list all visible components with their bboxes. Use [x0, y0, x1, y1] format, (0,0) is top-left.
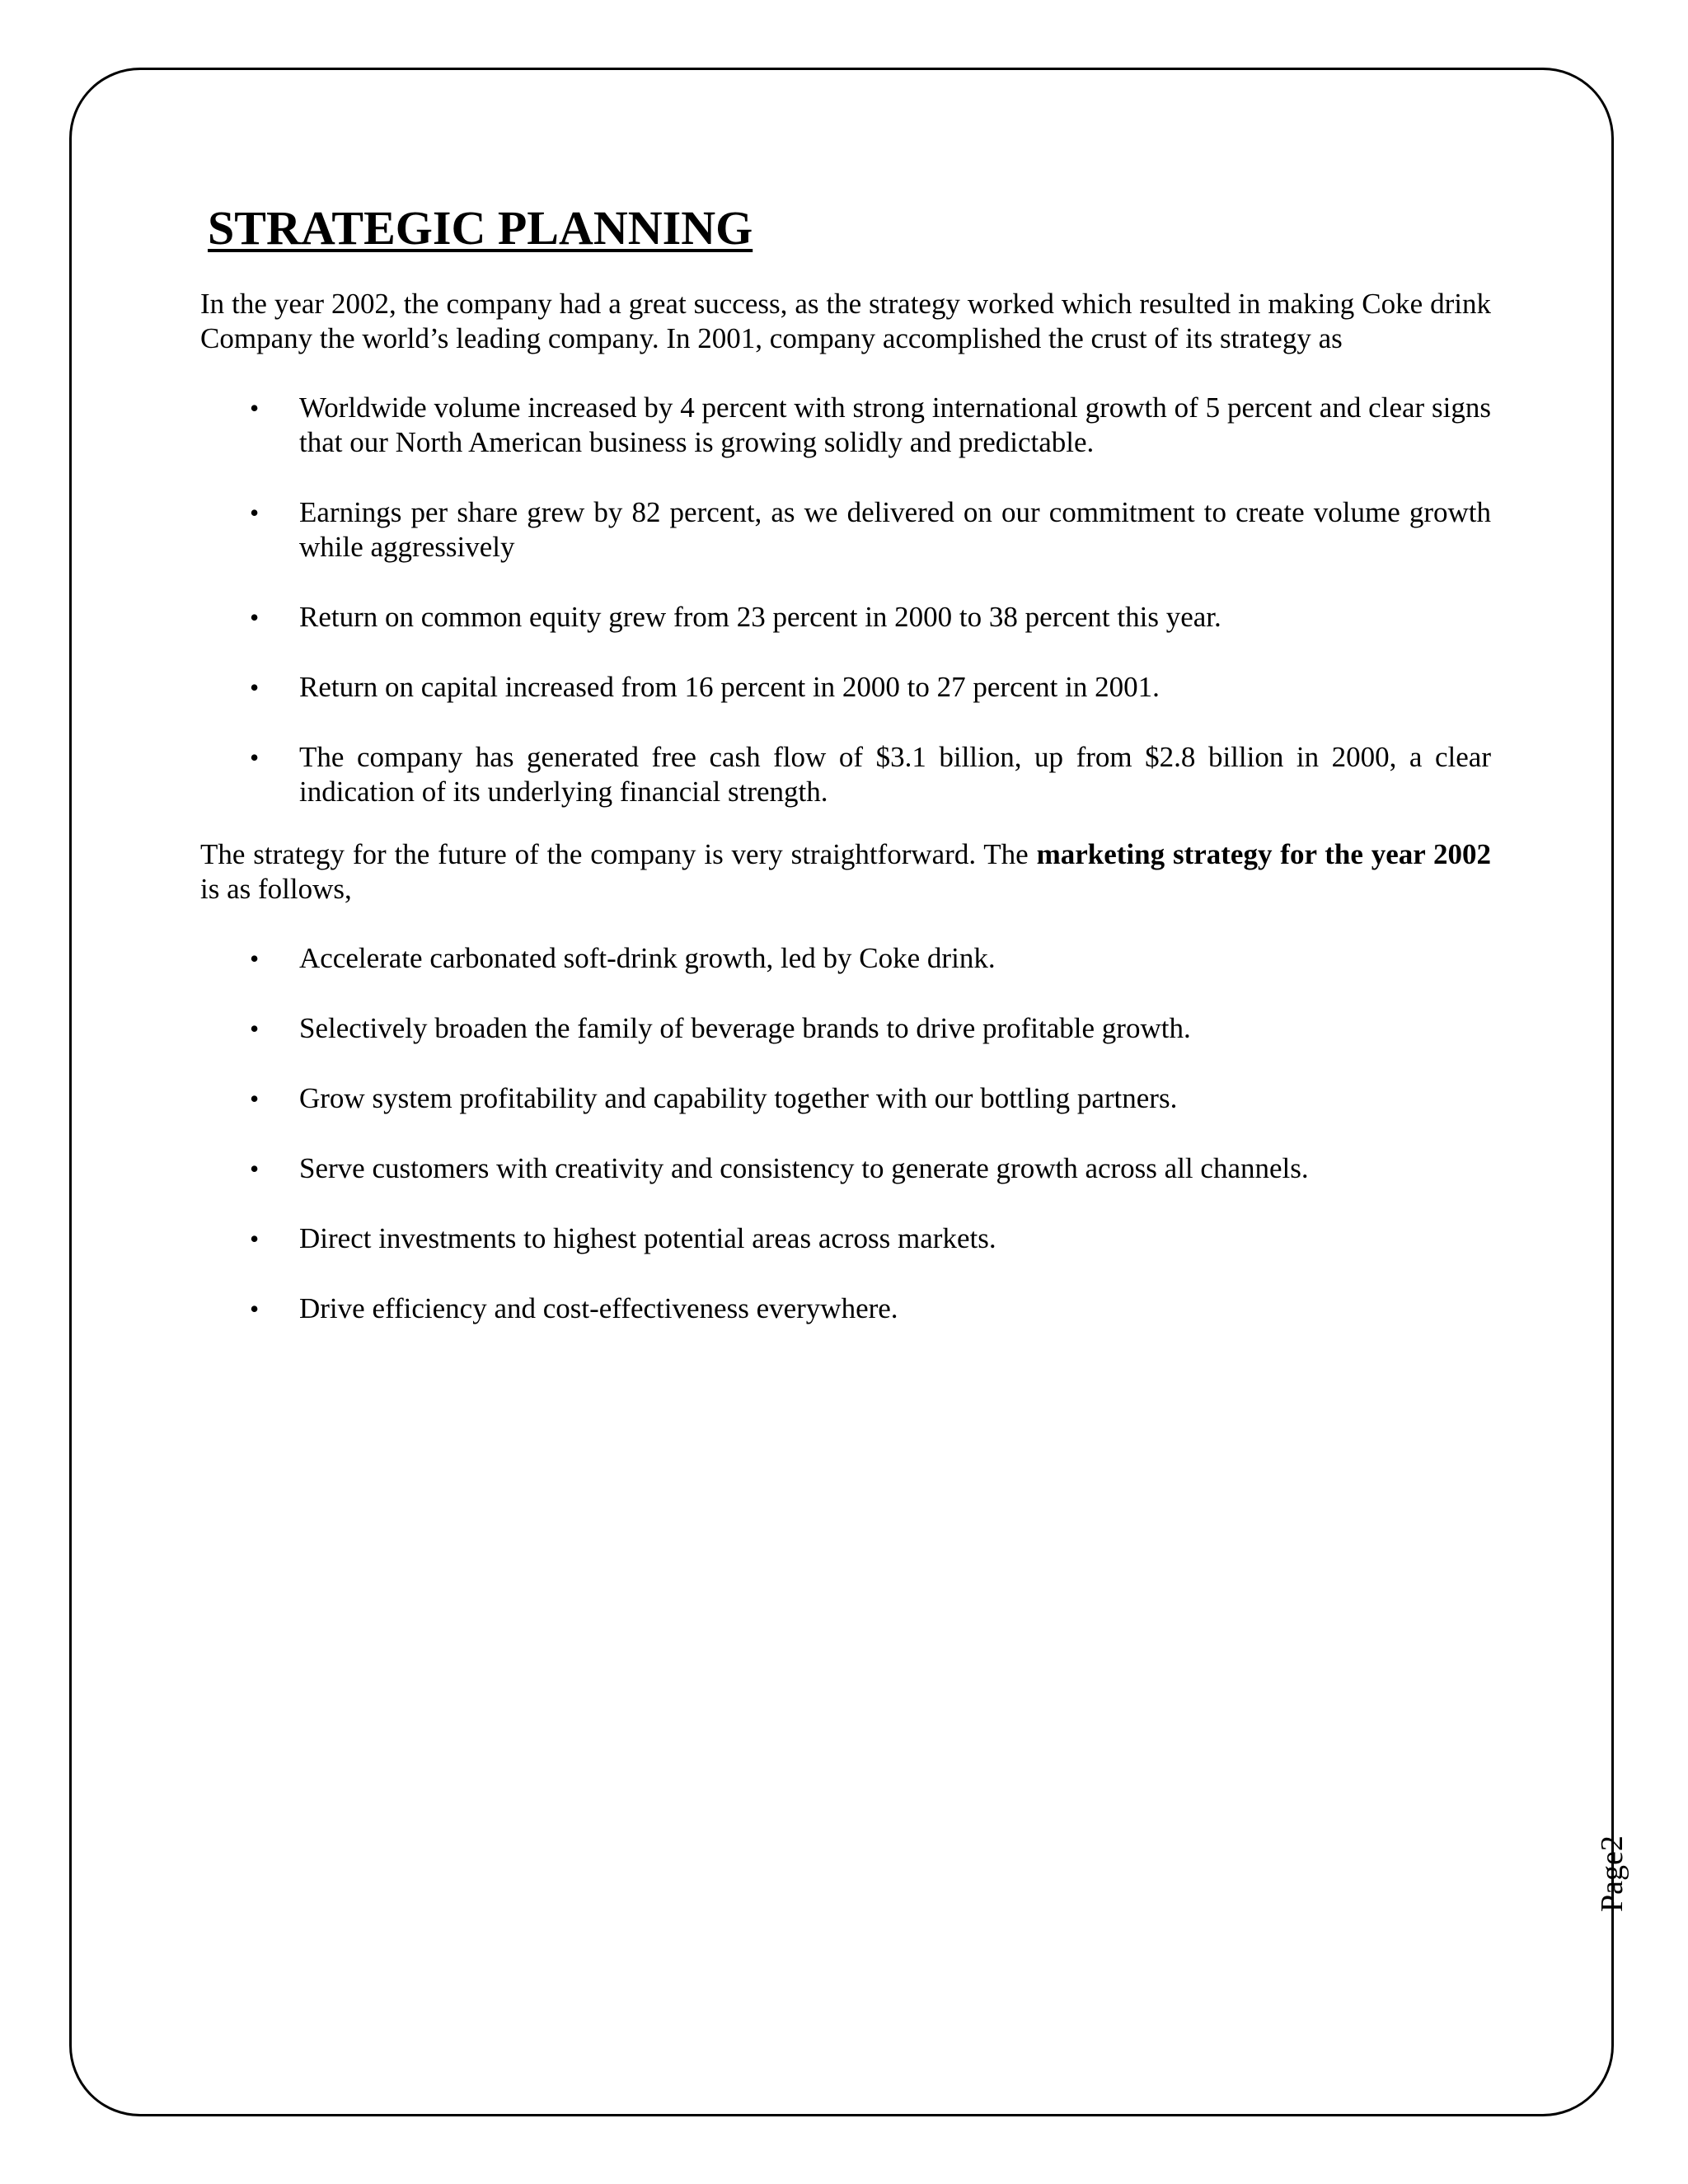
bullet-icon: •: [250, 498, 260, 527]
list-item: [200, 495, 1491, 565]
page-number: Page2: [1595, 1835, 1629, 1912]
bullet-icon: •: [250, 1294, 260, 1324]
list-item: [200, 1221, 1491, 1256]
bullet-icon: •: [250, 743, 260, 772]
list-item: [200, 391, 1491, 460]
list-item-text: Grow system profitability and capability together with our bottling partners.: [299, 1082, 1178, 1114]
bullet-icon: •: [250, 944, 260, 973]
list-item-text: Earnings per share grew by 82 percent, as we delivered on our commitment to create volume growth while aggressively: [299, 496, 1491, 563]
page-title: STRATEGIC PLANNING: [208, 201, 753, 255]
strategy-tail-text: is as follows,: [200, 873, 352, 905]
list-item-text: Accelerate carbonated soft-drink growth, led by Coke drink.: [299, 942, 996, 974]
list-item-text: Return on common equity grew from 23 percent in 2000 to 38 percent this year.: [299, 601, 1221, 633]
bullet-icon: •: [250, 1084, 260, 1113]
document-body: [200, 198, 1491, 1326]
list-item: [200, 600, 1491, 635]
strategy-lead-text: The strategy for the future of the company is very straightforward. The: [200, 838, 1037, 870]
bullet-icon: •: [250, 1224, 260, 1254]
list-item-text: Serve customers with creativity and consistency to generate growth across all channels.: [299, 1152, 1309, 1184]
list-item: [200, 1011, 1491, 1046]
marketing-strategy-list: [200, 941, 1491, 1326]
list-item-text: Selectively broaden the family of beverage brands to drive profitable growth.: [299, 1012, 1191, 1044]
list-item-text: Worldwide volume increased by 4 percent with strong international growth of 5 percent and clear signs that our North American business is growing solidly and predictable.: [299, 391, 1491, 458]
list-item: [200, 1151, 1491, 1186]
list-item: [200, 670, 1491, 705]
bullet-icon: •: [250, 1154, 260, 1183]
bullet-icon: •: [250, 602, 260, 632]
list-item: [200, 1291, 1491, 1326]
intro-paragraph: In the year 2002, the company had a great success, as the strategy worked which resulted in making Coke drink Company the world’s leading company. In 2001, company accomplished the crust of its strategy as: [200, 288, 1491, 354]
bullet-icon: •: [250, 1014, 260, 1043]
list-item: [200, 941, 1491, 976]
bullet-icon: •: [250, 673, 260, 702]
list-item-text: Drive efficiency and cost-effectiveness everywhere.: [299, 1292, 898, 1324]
bullet-icon: •: [250, 393, 260, 423]
list-item-text: Return on capital increased from 16 percent in 2000 to 27 percent in 2001.: [299, 671, 1160, 703]
list-item: [200, 1081, 1491, 1116]
strategy-bold-text: marketing strategy for the year 2002: [1036, 838, 1491, 870]
list-item-text: Direct investments to highest potential areas across markets.: [299, 1222, 996, 1254]
list-item-text: The company has generated free cash flow of $3.1 billion, up from $2.8 billion in 2000, a clear indication of its underlying financial strength.: [299, 741, 1491, 808]
strategy-paragraph: [200, 837, 1491, 907]
list-item: [200, 740, 1491, 809]
accomplishments-list: [200, 391, 1491, 809]
